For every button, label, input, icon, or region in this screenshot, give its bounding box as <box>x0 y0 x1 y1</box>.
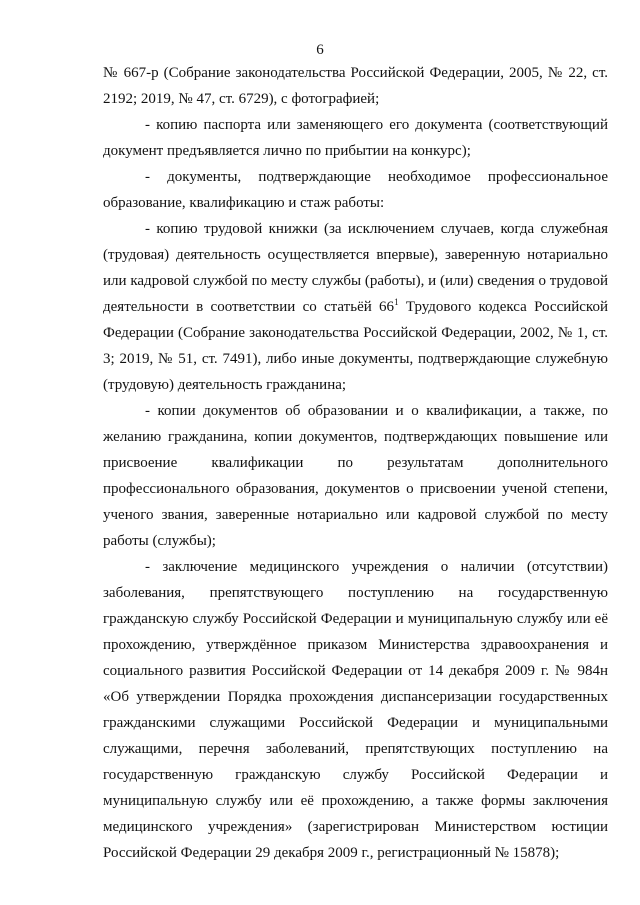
page-number: 6 <box>316 42 324 58</box>
paragraph-education-documents: - документы, подтверждающие необходимое профессиональное образование, квалификацию и стаж работы: <box>103 169 608 211</box>
document-body <box>103 60 608 866</box>
paragraph-continuation: № 667-р (Собрание законодательства Российской Федерации, 2005, № 22, ст. 2192; 2019, № 47, ст. 6729), с фотографией; <box>103 65 608 107</box>
paragraph-passport-copy: - копию паспорта или заменяющего его документа (соответствующий документ предъявляется лично по прибытии на конкурс); <box>103 117 608 159</box>
employment-record-text-after: Трудового кодекса Российской Федерации (Собрание законодательства Российской Федерации, 2002, № 1, ст. 3; 2019, № 51, ст. 7491), либо иные документы, подтверждающие служебную (трудовую) деятельность гражданина; <box>103 299 608 393</box>
paragraph-employment-record <box>103 216 608 398</box>
paragraph-education-copies: - копии документов об образовании и о квалификации, а также, по желанию гражданина, копии документов, подтверждающих повышение или присвоение квалификации по результатам дополнительного профессионального образования, документов о присвоении ученой степени, ученого звания, заверенные нотариально или кадровой службой по месту работы (службы); <box>103 403 608 549</box>
article-superscript: 1 <box>394 297 399 307</box>
employment-record-text-before: - копию трудовой книжки (за исключением случаев, когда служебная (трудовая) деятельность осуществляется впервые), заверенную нотариально или кадровой службой по месту службы (работы), и (или) сведения о трудовой деятельности в соответствии со статьёй 66 <box>103 221 608 315</box>
paragraph-medical-conclusion: - заключение медицинского учреждения о наличии (отсутствии) заболевания, препятствующего поступлению на государственную гражданскую службу Российской Федерации и муниципальную службу или её прохождению, утверждённое приказом Министерства здравоохранения и социального развития Российской Федерации от 14 декабря 2009 г. № 984н «Об утверждении Порядка прохождения диспансеризации государственных гражданскими служащими Российской Федерации и муниципальными служащими, перечня заболеваний, препятствующих поступлению на государственную гражданскую службу Российской Федерации и муниципальную службу или её прохождению, а также формы заключения медицинского учреждения» (зарегистрирован Министерством юстиции Российской Федерации 29 декабря 2009 г., регистрационный № 15878); <box>103 559 608 861</box>
